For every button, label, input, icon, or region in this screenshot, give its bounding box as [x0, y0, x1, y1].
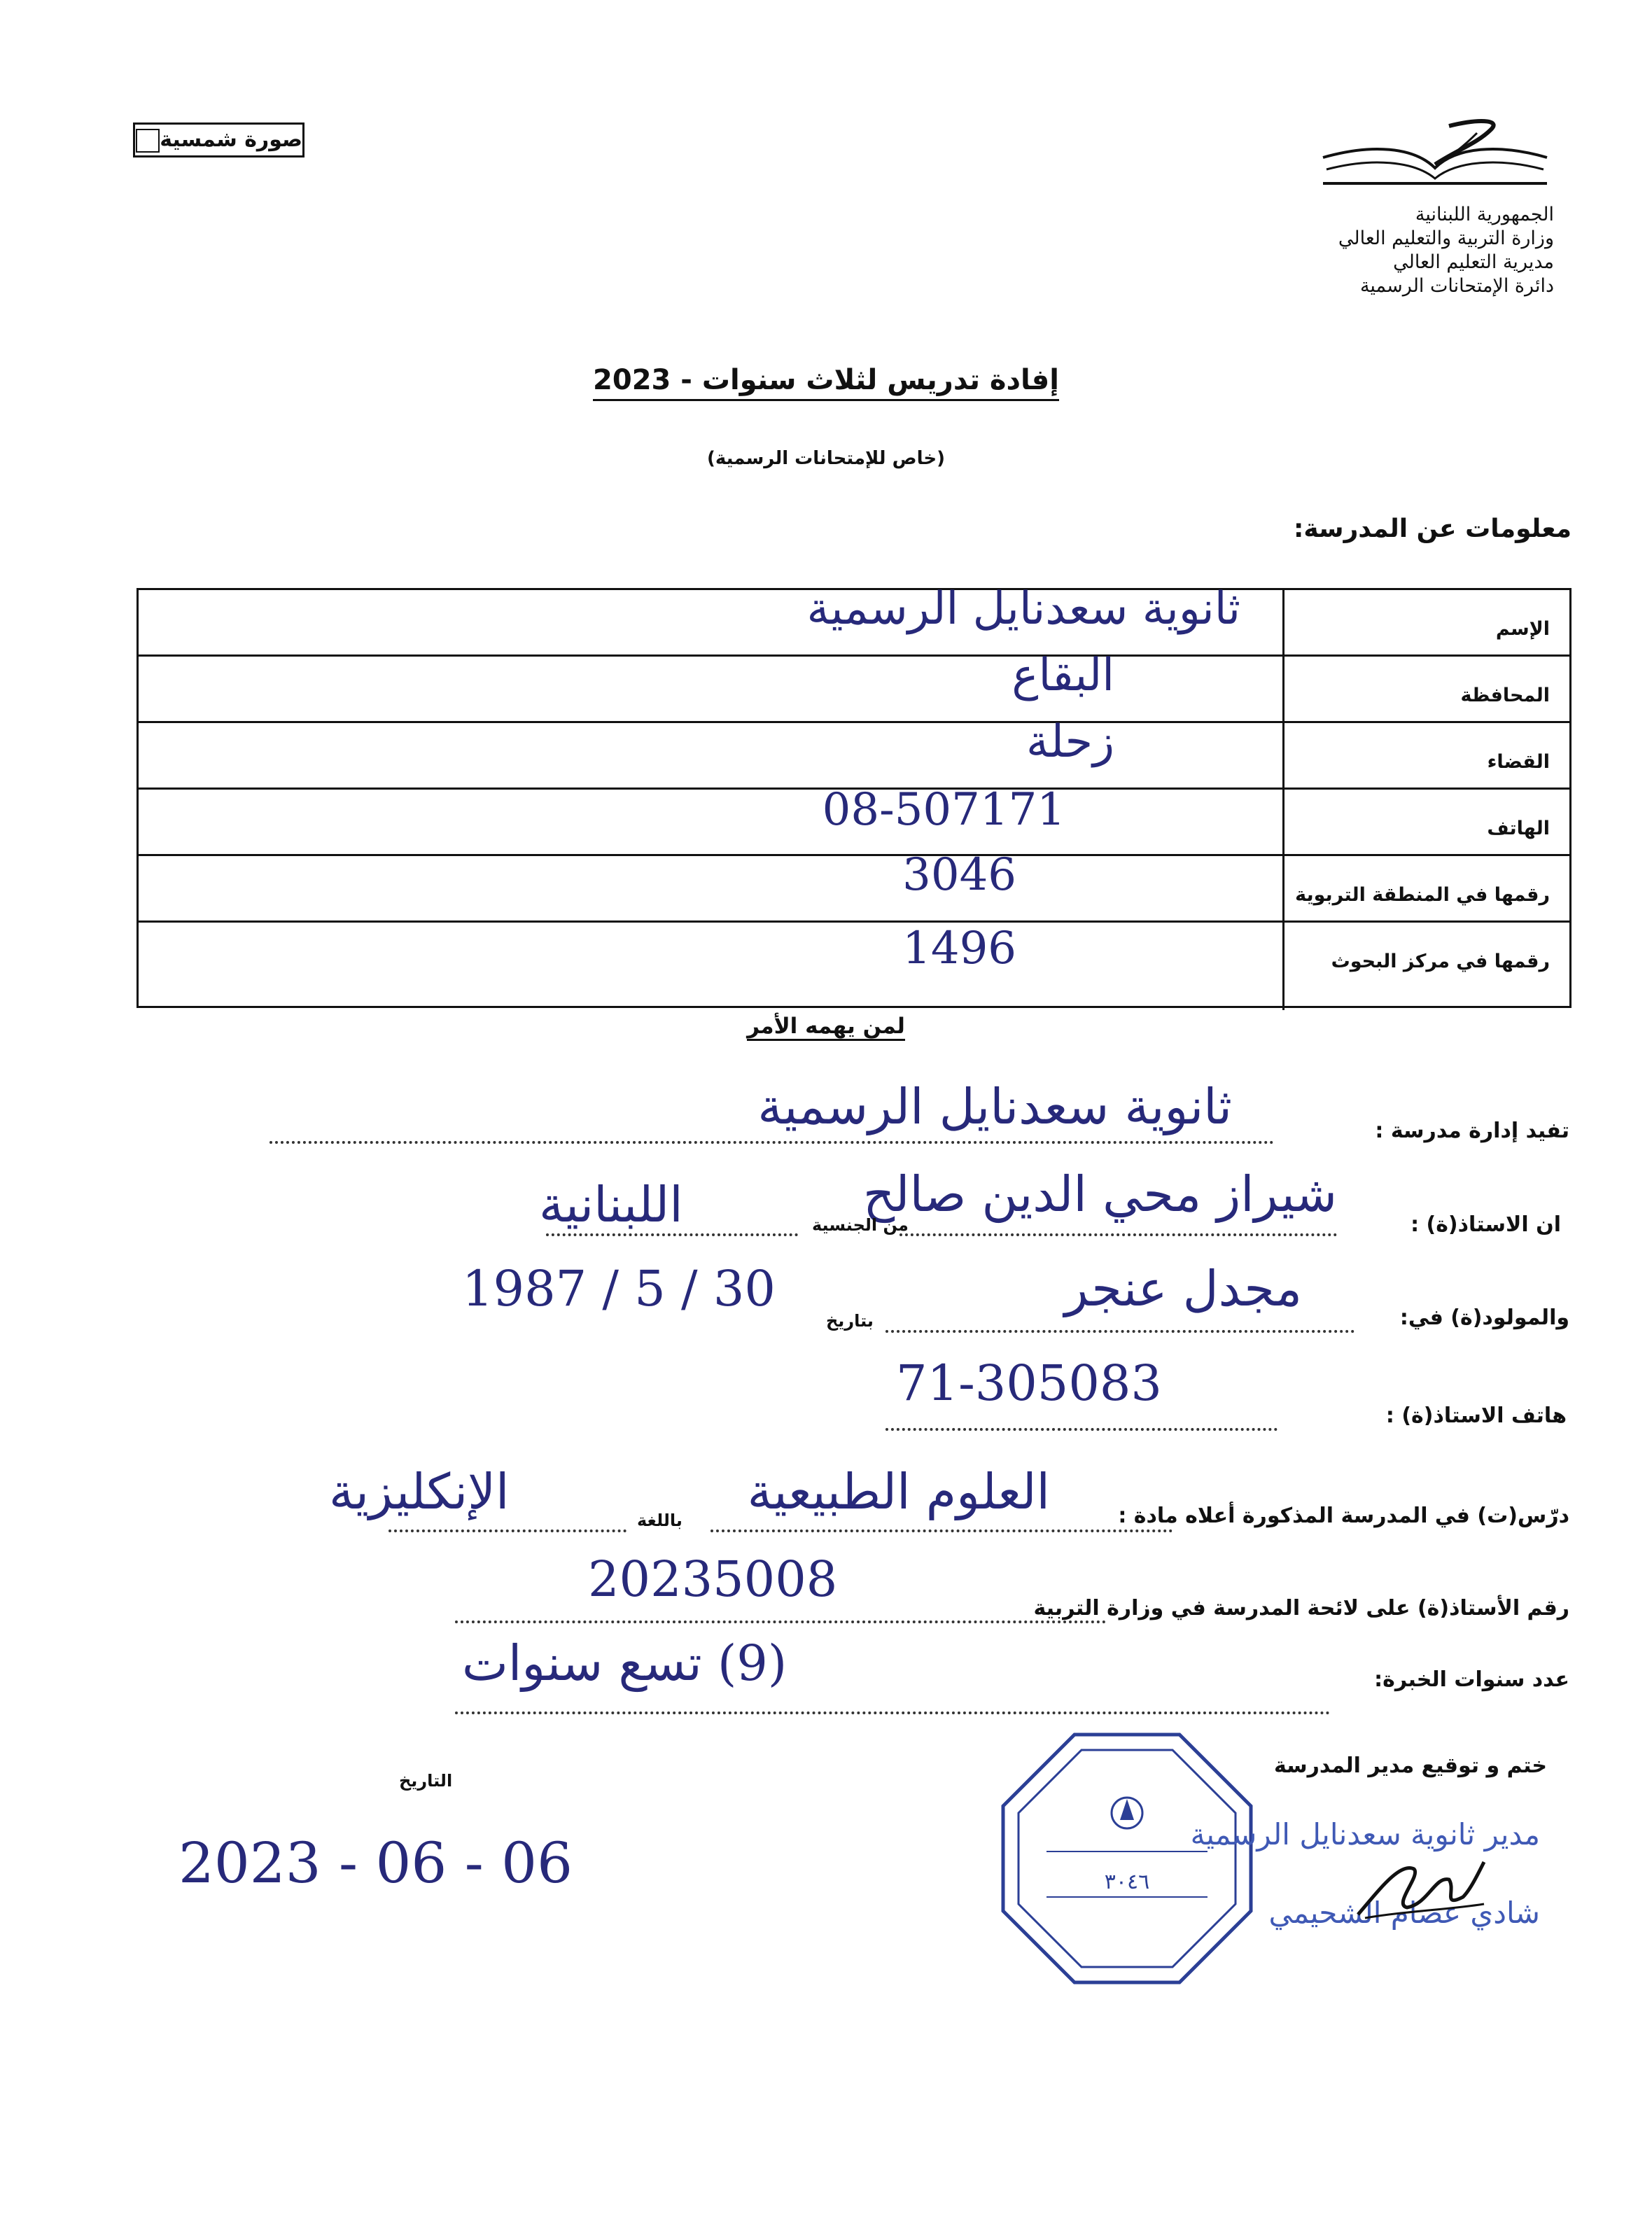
school-label: تفيد إدارة مدرسة :	[1375, 1119, 1569, 1143]
birthdate-value: 1987 / 5 / 30	[462, 1260, 776, 1317]
table-row	[139, 923, 1569, 1010]
ministry-header	[1338, 203, 1554, 298]
nationality-label: من الجنسية	[812, 1215, 909, 1235]
experience-label: عدد سنوات الخبرة:	[1374, 1667, 1569, 1692]
svg-text:٣٠٤٦: ٣٠٤٦	[1104, 1870, 1150, 1894]
to-whom-heading: لمن يهمه الأمر	[0, 1014, 1652, 1039]
dotted-line	[886, 1428, 1278, 1431]
document-subtitle: (خاص للإمتحانات الرسمية)	[707, 448, 945, 469]
teacher-name-value: شيراز محي الدين صالح	[863, 1166, 1337, 1223]
header-line: مديرية التعليم العالي	[1393, 251, 1554, 273]
dotted-line	[886, 1330, 1354, 1333]
date-value: 2023 - 06 - 06	[178, 1830, 573, 1896]
ministry-logo	[1316, 119, 1554, 189]
header-line: الجمهورية اللبنانية	[1415, 204, 1554, 225]
dotted-line	[546, 1233, 798, 1236]
principal-name: شادي عصام الشحيمي	[1268, 1896, 1540, 1930]
photo-placeholder	[133, 122, 304, 158]
teacher-phone-value: 71-305083	[896, 1354, 1162, 1412]
language-value: الإنكليزية	[329, 1463, 510, 1520]
dotted-line	[455, 1620, 1106, 1623]
table-row	[139, 716, 1569, 790]
table-row	[139, 849, 1569, 923]
stamp-signature-label: ختم و توقيع مدير المدرسة	[1273, 1754, 1547, 1778]
teacher-number-label: رقم الأستاذ(ة) على لائحة المدرسة في وزارة التربية	[1033, 1596, 1569, 1620]
district-value: زحلة	[1026, 716, 1114, 768]
row-label: رقمها في المنطقة التربوية	[1282, 856, 1569, 920]
school-name-value: ثانوية سعدنايل الرسمية	[806, 583, 1240, 635]
dotted-line	[270, 1141, 1274, 1144]
row-label: المحافظة	[1282, 657, 1569, 721]
dotted-line	[388, 1530, 626, 1532]
subject-label: درّس(ت) في المدرسة المذكورة أعلاه مادة :	[1118, 1504, 1569, 1528]
document-title: إفادة تدريس لثلاث سنوات - 2023	[0, 364, 1652, 396]
principal-title: مدير ثانوية سعدنايل الرسمية	[1190, 1817, 1540, 1851]
research-center-number: 1496	[902, 923, 1016, 974]
row-label: الإسم	[1282, 590, 1569, 654]
governorate-value: البقاع	[1011, 650, 1114, 701]
dotted-line	[899, 1233, 1337, 1236]
header-line: دائرة الإمتحانات الرسمية	[1359, 275, 1554, 297]
birthplace-value: مجدل عنجر	[1064, 1260, 1302, 1317]
language-label: باللغة	[637, 1511, 682, 1530]
school-value: ثانوية سعدنايل الرسمية	[757, 1078, 1232, 1135]
nationality-value: اللبنانية	[539, 1176, 683, 1233]
row-label: القضاء	[1282, 723, 1569, 788]
educational-region-number: 3046	[902, 849, 1016, 901]
date-label: التاريخ	[399, 1771, 453, 1791]
teacher-phone-label: هاتف الاستاذ(ة) :	[1385, 1404, 1567, 1428]
birthplace-label: والمولود(ة) في:	[1399, 1306, 1569, 1330]
row-label: رقمها في مركز البحوث	[1282, 923, 1569, 1010]
school-info-table	[136, 583, 1572, 1008]
table-row	[139, 583, 1569, 657]
birthdate-label: بتاريخ	[826, 1311, 874, 1331]
table-row	[139, 784, 1569, 856]
dotted-line	[710, 1530, 1172, 1532]
header-line: وزارة التربية والتعليم العالي	[1338, 227, 1554, 249]
school-info-heading: معلومات عن المدرسة:	[1293, 514, 1572, 543]
row-label: الهاتف	[1282, 790, 1569, 854]
photo-label: صورة شمسية	[160, 127, 302, 152]
dotted-line	[455, 1712, 1330, 1714]
table-row	[139, 650, 1569, 723]
teacher-label: ان الاستاذ(ة) :	[1410, 1212, 1561, 1237]
teacher-number-value: 20235008	[588, 1550, 838, 1608]
principal-signature	[1351, 1848, 1491, 1925]
photo-icon	[136, 129, 160, 153]
school-phone-value: 08-507171	[822, 784, 1065, 836]
subject-value: العلوم الطبيعية	[747, 1463, 1050, 1520]
experience-value: (9) تسع سنوات	[462, 1634, 788, 1692]
